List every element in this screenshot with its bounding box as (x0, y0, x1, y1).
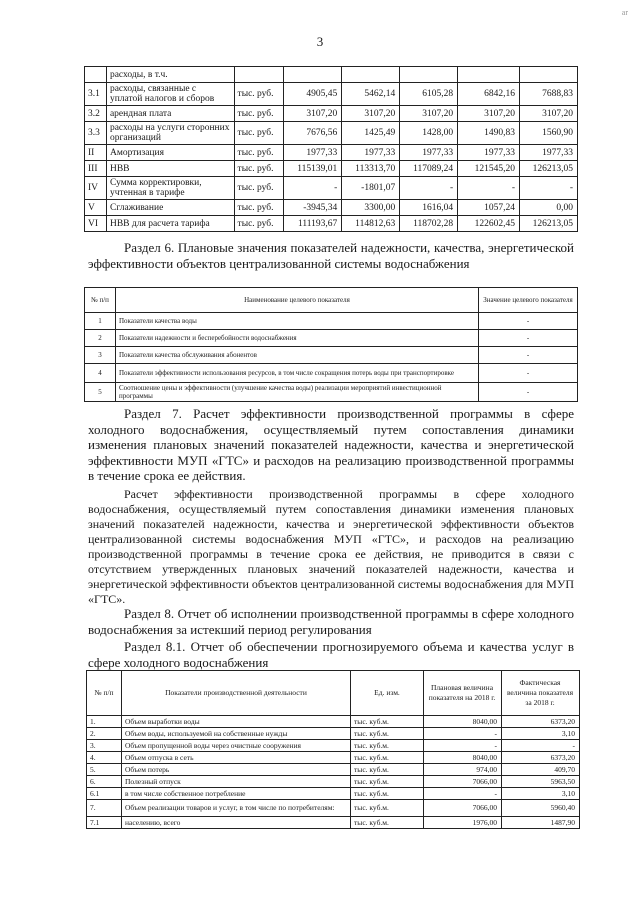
row-code: III (85, 161, 107, 177)
row-value-v3: 1977,33 (400, 145, 458, 161)
row-num: 6. (87, 776, 122, 788)
row-value-v4: 6842,16 (458, 83, 520, 106)
row-unit: тыс. куб.м. (351, 716, 424, 728)
row-value-v4: 3107,20 (458, 106, 520, 122)
row-fact: 3,10 (502, 788, 580, 800)
row-value: - (479, 383, 578, 402)
row-value-v5: 7688,83 (520, 83, 578, 106)
row-unit: тыс. руб. (234, 83, 284, 106)
row-value-v3: 3107,20 (400, 106, 458, 122)
table-row (85, 177, 578, 200)
row-name: Амортизация (106, 145, 234, 161)
row-fact: 5963,50 (502, 776, 580, 788)
row-name: Показатели эффективности использования ресурсов, в том числе сокращения потерь воды при транспортировке (116, 364, 479, 383)
row-value-v2: 1977,33 (342, 145, 400, 161)
row-name: Объем пропущенной воды через очистные сооружения (122, 740, 351, 752)
row-unit: тыс. руб. (234, 106, 284, 122)
row-plan: 8040,00 (424, 752, 502, 764)
row-num: 3. (87, 740, 122, 752)
header-name: Показатели производственной деятельности (122, 671, 351, 716)
row-name: Показатели качества воды (116, 313, 479, 330)
row-code (85, 67, 107, 83)
row-value-v4: 121545,20 (458, 161, 520, 177)
row-unit: тыс. куб.м. (351, 788, 424, 800)
row-unit: тыс. руб. (234, 161, 284, 177)
table-row (85, 83, 578, 106)
row-unit: тыс. руб. (234, 122, 284, 145)
row-value-v5: 126213,05 (520, 161, 578, 177)
row-fact: 6373,20 (502, 716, 580, 728)
tariff-table (84, 66, 578, 232)
section7-heading: Раздел 7. Расчет эффективности производственной программы в сфере холодного водоснабжения, осуществляемый путем сопоставления динамики изменения плановых значений показателей надежности, качества и энергетической эффективности МУП «ГТС» и расходов на реализацию производственной программы в течение срока ее действия. (88, 406, 574, 483)
table-row (85, 313, 578, 330)
row-name: Сглаживание (106, 200, 234, 216)
row-value-v4 (458, 67, 520, 83)
row-name: Соотношение цены и эффективности (улучшение качества воды) реализации мероприятий инвестиционной программы (116, 383, 479, 402)
header-plan: Плановая величина показателя на 2018 г. (424, 671, 502, 716)
row-value-v2: 5462,14 (342, 83, 400, 106)
row-code: 3.1 (85, 83, 107, 106)
table-row (85, 347, 578, 364)
header-fact: Фактическая величина показателя за 2018 г. (502, 671, 580, 716)
row-unit: тыс. куб.м. (351, 740, 424, 752)
table-header-row (87, 671, 580, 716)
row-num: 5. (87, 764, 122, 776)
row-num: 1. (87, 716, 122, 728)
row-unit: тыс. куб.м. (351, 800, 424, 817)
header-num: № п/п (87, 671, 122, 716)
row-code: V (85, 200, 107, 216)
row-name: расходы, связанные с уплатой налогов и сборов (106, 83, 234, 106)
row-value-v3: 6105,28 (400, 83, 458, 106)
row-code: 3.2 (85, 106, 107, 122)
row-unit: тыс. руб. (234, 216, 284, 232)
row-unit: тыс. куб.м. (351, 776, 424, 788)
row-fact: - (502, 740, 580, 752)
row-name: Объем выработки воды (122, 716, 351, 728)
row-value-v4: - (458, 177, 520, 200)
row-plan: - (424, 788, 502, 800)
row-unit: тыс. руб. (234, 145, 284, 161)
row-name: расходы, в т.ч. (106, 67, 234, 83)
row-unit: тыс. руб. (234, 200, 284, 216)
row-plan: 7066,00 (424, 800, 502, 817)
row-value-v5: 3107,20 (520, 106, 578, 122)
table-row (85, 383, 578, 402)
row-value-v5: - (520, 177, 578, 200)
row-plan: 1976,00 (424, 817, 502, 829)
table-row (85, 145, 578, 161)
row-name: расходы на услуги сторонних организаций (106, 122, 234, 145)
table-row (87, 800, 580, 817)
row-name: НВВ для расчета тарифа (106, 216, 234, 232)
row-value-v4: 122602,45 (458, 216, 520, 232)
row-code: 3.3 (85, 122, 107, 145)
row-value-v1: 115139,01 (284, 161, 342, 177)
row-name: НВВ (106, 161, 234, 177)
row-value-v1: - (284, 177, 342, 200)
row-num: 4. (87, 752, 122, 764)
row-value-v2: 113313,70 (342, 161, 400, 177)
row-name: Сумма корректировки, учтенная в тарифе (106, 177, 234, 200)
table-row (87, 740, 580, 752)
row-plan: 7066,00 (424, 776, 502, 788)
row-name: Объем воды, используемой на собственные нужды (122, 728, 351, 740)
table-header-row (85, 288, 578, 313)
table-row (87, 764, 580, 776)
row-value-v1: -3945,34 (284, 200, 342, 216)
row-name: Показатели надежности и бесперебойности водоснабжения (116, 330, 479, 347)
row-value-v5: 1560,90 (520, 122, 578, 145)
row-num: 4 (85, 364, 116, 383)
row-value-v5 (520, 67, 578, 83)
row-plan: 8040,00 (424, 716, 502, 728)
row-name: Объем потерь (122, 764, 351, 776)
row-value-v3 (400, 67, 458, 83)
row-value-v4: 1490,83 (458, 122, 520, 145)
row-value-v2: 3300,00 (342, 200, 400, 216)
table-row (85, 161, 578, 177)
table-row (85, 364, 578, 383)
row-value-v1 (284, 67, 342, 83)
row-code: II (85, 145, 107, 161)
row-num: 2 (85, 330, 116, 347)
row-unit: тыс. куб.м. (351, 764, 424, 776)
table-row (87, 752, 580, 764)
table-row (87, 716, 580, 728)
row-unit (234, 67, 284, 83)
row-unit: тыс. куб.м. (351, 817, 424, 829)
row-unit: тыс. руб. (234, 177, 284, 200)
production-report-table (86, 670, 580, 829)
row-value-v3: 117089,24 (400, 161, 458, 177)
row-fact: 5960,40 (502, 800, 580, 817)
page-number: 3 (316, 34, 324, 49)
row-value-v2: -1801,07 (342, 177, 400, 200)
header-num: № п/п (85, 288, 116, 313)
row-value: - (479, 330, 578, 347)
table-row (85, 200, 578, 216)
row-num: 1 (85, 313, 116, 330)
table-row (87, 728, 580, 740)
row-name: Показатели качества обслуживания абонентов (116, 347, 479, 364)
row-value-v2: 114812,63 (342, 216, 400, 232)
row-value: - (479, 347, 578, 364)
table-row (85, 67, 578, 83)
row-name: арендная плата (106, 106, 234, 122)
row-value-v4: 1977,33 (458, 145, 520, 161)
header-name: Наименование целевого показателя (116, 288, 479, 313)
row-value-v3: 1616,04 (400, 200, 458, 216)
section7-text: Расчет эффективности производственной программы в сфере холодного водоснабжения, осуществляемый путем сопоставления динамики изменения плановых значений показателей надежности, качества и энергетической эффективности объектов централизованной системы водоснабжения МУП «ГТС», и расходов на реализацию производственной программы в течение срока ее действия, не приводится в связи с отсутствием утвержденных плановых значений показателей надежности, качества и энергетической эффективности объектов централизованной системы водоснабжения для МУП «ГТС». (88, 487, 574, 606)
row-plan: - (424, 728, 502, 740)
row-value-v3: 118702,28 (400, 216, 458, 232)
row-num: 7. (87, 800, 122, 817)
row-value-v1: 111193,67 (284, 216, 342, 232)
row-num: 6.1 (87, 788, 122, 800)
row-name: Полезный отпуск (122, 776, 351, 788)
row-value-v3: 1428,00 (400, 122, 458, 145)
table-row (85, 106, 578, 122)
row-num: 3 (85, 347, 116, 364)
table-row (85, 122, 578, 145)
row-fact: 409,70 (502, 764, 580, 776)
row-unit: тыс. куб.м. (351, 752, 424, 764)
row-name: Объем отпуска в сеть (122, 752, 351, 764)
header-unit: Ед. изм. (351, 671, 424, 716)
row-value-v3: - (400, 177, 458, 200)
corner-mark: ar (621, 8, 628, 17)
row-code: VI (85, 216, 107, 232)
table-row (87, 776, 580, 788)
row-name: населению, всего (122, 817, 351, 829)
table-row (87, 817, 580, 829)
row-num: 7.1 (87, 817, 122, 829)
row-unit: тыс. куб.м. (351, 728, 424, 740)
row-value-v1: 4905,45 (284, 83, 342, 106)
section6-heading: Раздел 6. Плановые значения показателей надежности, качества, энергетической эффективности объектов централизованной системы водоснабжения (88, 240, 574, 271)
table-row (85, 216, 578, 232)
target-indicators-table (84, 287, 578, 402)
row-value: - (479, 364, 578, 383)
row-fact: 6373,20 (502, 752, 580, 764)
table-row (85, 330, 578, 347)
row-name: в том числе собственное потребление (122, 788, 351, 800)
row-num: 2. (87, 728, 122, 740)
header-value: Значение целевого показателя (479, 288, 578, 313)
row-value-v5: 1977,33 (520, 145, 578, 161)
row-name: Объем реализации товаров и услуг, в том числе по потребителям: (122, 800, 351, 817)
table-row (87, 788, 580, 800)
row-code: IV (85, 177, 107, 200)
row-value-v1: 7676,56 (284, 122, 342, 145)
row-value: - (479, 313, 578, 330)
row-value-v2: 3107,20 (342, 106, 400, 122)
section8-heading: Раздел 8. Отчет об исполнении производственной программы в сфере холодного водоснабжения за истекший период регулирования (88, 606, 574, 637)
row-value-v1: 1977,33 (284, 145, 342, 161)
row-value-v1: 3107,20 (284, 106, 342, 122)
row-fact: 1487,90 (502, 817, 580, 829)
row-plan: 974,00 (424, 764, 502, 776)
row-value-v2 (342, 67, 400, 83)
row-num: 5 (85, 383, 116, 402)
row-value-v4: 1057,24 (458, 200, 520, 216)
section81-heading: Раздел 8.1. Отчет об обеспечении прогнозируемого объема и качества услуг в сфере холодного водоснабжения (88, 639, 574, 670)
row-value-v5: 126213,05 (520, 216, 578, 232)
row-fact: 3,10 (502, 728, 580, 740)
row-value-v2: 1425,49 (342, 122, 400, 145)
row-value-v5: 0,00 (520, 200, 578, 216)
row-plan: - (424, 740, 502, 752)
